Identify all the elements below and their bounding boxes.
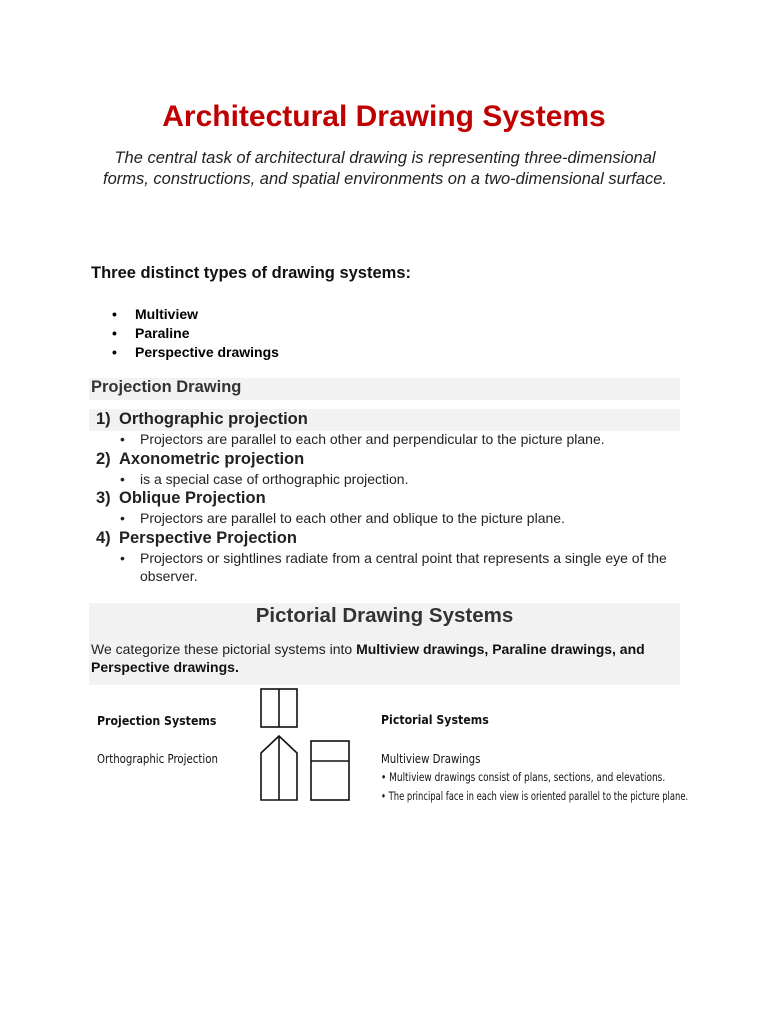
- types-item-paraline: • Paraline: [112, 324, 279, 343]
- projection-item-bullet: [120, 509, 675, 527]
- types-heading: Three distinct types of drawing systems:: [91, 264, 411, 282]
- orthographic-views-sketch: [251, 686, 361, 804]
- projection-item-oblique: [96, 487, 675, 527]
- bullet-dot-icon: •: [120, 550, 125, 566]
- projection-drawing-heading: Projection Drawing: [91, 378, 242, 396]
- projection-item-bullet: [120, 549, 675, 585]
- page-title: Architectural Drawing Systems: [162, 100, 606, 133]
- projection-item-title: [96, 408, 675, 430]
- pictorial-description-text: We categorize these pictorial systems into: [91, 641, 357, 657]
- projection-item-number: 4): [96, 529, 111, 547]
- projection-item-perspective: [96, 527, 675, 585]
- figure-pictorial-systems-label: Pictorial Systems: [381, 712, 489, 727]
- projection-item-number: 2): [96, 450, 111, 468]
- projection-item-title-text: Oblique Projection: [119, 489, 266, 507]
- projection-item-bullet-text: Projectors are parallel to each other and perpendicular to the picture plane.: [140, 431, 605, 447]
- projection-item-bullet: [120, 430, 675, 448]
- bullet-dot-icon: •: [120, 510, 125, 526]
- types-list: [112, 305, 279, 362]
- projection-item-number: 1): [96, 410, 111, 428]
- types-item-multiview: • Multiview: [112, 305, 279, 324]
- figure-projection-systems-label: Projection Systems: [97, 713, 217, 728]
- projection-item-bullet-text: is a special case of orthographic projection.: [140, 471, 409, 487]
- sketch-side-elevation: [311, 741, 349, 800]
- projection-item-axonometric: [96, 448, 675, 488]
- pictorial-heading: Pictorial Drawing Systems: [255, 604, 514, 627]
- pictorial-description: [91, 640, 676, 676]
- projection-item-orthographic: [96, 408, 675, 448]
- projection-item-number: 3): [96, 489, 111, 507]
- projection-item-title: [96, 487, 675, 509]
- figure-multiview-label: Multiview Drawings: [381, 752, 481, 766]
- projection-item-bullet-text: Projectors are parallel to each other and oblique to the picture plane.: [140, 510, 565, 526]
- figure-orthographic-label: Orthographic Projection: [97, 752, 218, 766]
- projection-item-bullet-text: Projectors or sightlines radiate from a central point that represents a single eye of the observer.: [140, 550, 667, 584]
- projection-item-title: [96, 527, 675, 549]
- bullet-dot-icon: •: [120, 431, 125, 447]
- page-subtitle: The central task of architectural drawing is representing three-dimensional forms, constructions, and spatial environments on a two-dimensional surface.: [102, 149, 668, 188]
- projection-item-title-text: Perspective Projection: [119, 529, 297, 547]
- pictorial-description-bold: Multiview drawings, Paraline drawings, and Perspective drawings.: [91, 641, 645, 675]
- types-item-perspective: • Perspective drawings: [112, 343, 279, 362]
- figure-bullet-2: • The principal face in each view is oriented parallel to the picture plane.: [381, 789, 689, 803]
- projection-item-bullet: [120, 470, 675, 488]
- projection-systems-figure: [89, 686, 701, 812]
- projection-item-title-text: Orthographic projection: [119, 410, 308, 428]
- bullet-dot-icon: •: [120, 471, 125, 487]
- figure-bullet-1: • Multiview drawings consist of plans, sections, and elevations.: [381, 770, 666, 784]
- projection-item-title-text: Axonometric projection: [119, 450, 305, 468]
- projection-item-title: [96, 448, 675, 470]
